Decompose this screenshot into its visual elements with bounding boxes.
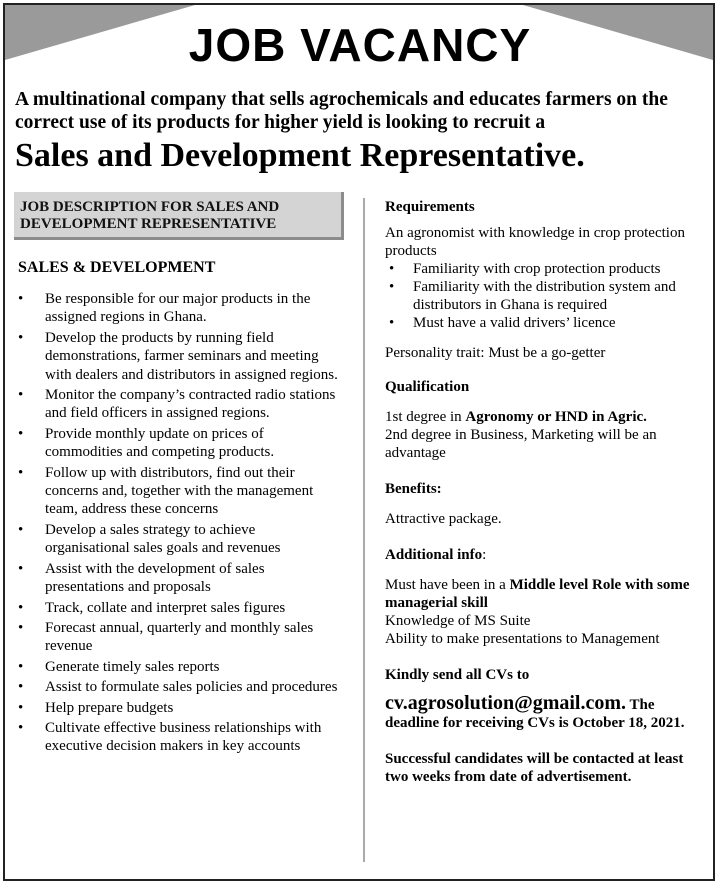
list-item: • Monitor the company’s contracted radio stations and field officers in assigned regions. xyxy=(18,386,338,423)
additional-heading-text: Additional info xyxy=(385,547,483,563)
duties-list xyxy=(18,290,338,758)
list-item: • Help prepare budgets xyxy=(18,699,338,717)
job-description-heading xyxy=(20,199,340,233)
qualification-bold: Agronomy or HND in Agric. xyxy=(465,409,647,425)
apply-contact xyxy=(385,694,705,732)
additional-bold: Middle level Role with some managerial skill xyxy=(385,577,690,611)
requirements-intro: An agronomist with knowledge in crop protection products xyxy=(385,225,685,259)
section-heading: SALES & DEVELOPMENT xyxy=(18,259,216,276)
intro-text: A multinational company that sells agrochemicals and educates farmers on the correct use of its products for higher yield is looking to recruit a xyxy=(15,89,668,133)
list-item: • Familiarity with crop protection products xyxy=(385,260,705,278)
additional-line-2: Knowledge of MS Suite xyxy=(385,613,531,629)
job-description-heading-text: JOB DESCRIPTION FOR SALES AND DEVELOPMENT REPRESENTATIVE xyxy=(20,199,280,232)
qualification-text: 1st degree in xyxy=(385,409,466,425)
column-divider xyxy=(363,198,365,862)
list-item: • Generate timely sales reports xyxy=(18,658,338,676)
list-item: • Assist with the development of sales presentations and proposals xyxy=(18,560,338,597)
personality-trait: Personality trait: Must be a go-getter xyxy=(385,345,606,361)
role-title: Sales and Development Representative. xyxy=(15,137,585,174)
additional-line-3: Ability to make presentations to Management xyxy=(385,631,660,647)
list-item: • Develop the products by running field demonstrations, farmer seminars and meeting with dealers and distributors in assigned regions. xyxy=(18,329,338,384)
qualification-line-2: 2nd degree in Business, Marketing will be an advantage xyxy=(385,427,657,461)
additional-heading xyxy=(385,546,705,564)
additional-heading-colon: : xyxy=(482,547,487,563)
list-item: • Assist to formulate sales policies and procedures xyxy=(18,678,338,696)
list-item: • Must have a valid drivers’ licence xyxy=(385,314,705,332)
list-item: • Provide monthly update on prices of commodities and competing products. xyxy=(18,425,338,462)
benefits-text: Attractive package. xyxy=(385,511,502,527)
additional-text: Must have been in a xyxy=(385,577,510,593)
deadline-text: The deadline for receiving CVs is October 18, 2021. xyxy=(385,697,685,731)
list-item: • Cultivate effective business relationships with executive decision makers in key accounts xyxy=(18,719,338,756)
list-item: • Follow up with distributors, find out their concerns and, together with the management team, address these concerns xyxy=(18,464,338,519)
contact-note: Successful candidates will be contacted at least two weeks from date of advertisement. xyxy=(385,751,684,785)
qualification-heading: Qualification xyxy=(385,379,470,395)
requirements-list xyxy=(385,260,705,332)
apply-instruction: Kindly send all CVs to xyxy=(385,667,530,683)
list-item: • Be responsible for our major products in the assigned regions in Ghana. xyxy=(18,290,338,327)
additional-line-1 xyxy=(385,576,705,612)
list-item: • Track, collate and interpret sales figures xyxy=(18,599,338,617)
page-title: JOB VACANCY xyxy=(188,19,532,71)
benefits-heading: Benefits: xyxy=(385,481,442,497)
qualification-line-1 xyxy=(385,408,705,426)
list-item: • Develop a sales strategy to achieve organisational sales goals and revenues xyxy=(18,521,338,558)
requirements-heading: Requirements xyxy=(385,199,475,215)
right-column xyxy=(385,198,705,786)
list-item: • Forecast annual, quarterly and monthly sales revenue xyxy=(18,619,338,656)
list-item: • Familiarity with the distribution system and distributors in Ghana is required xyxy=(385,278,705,314)
email-link[interactable]: cv.agrosolution@gmail.com. xyxy=(385,692,627,714)
